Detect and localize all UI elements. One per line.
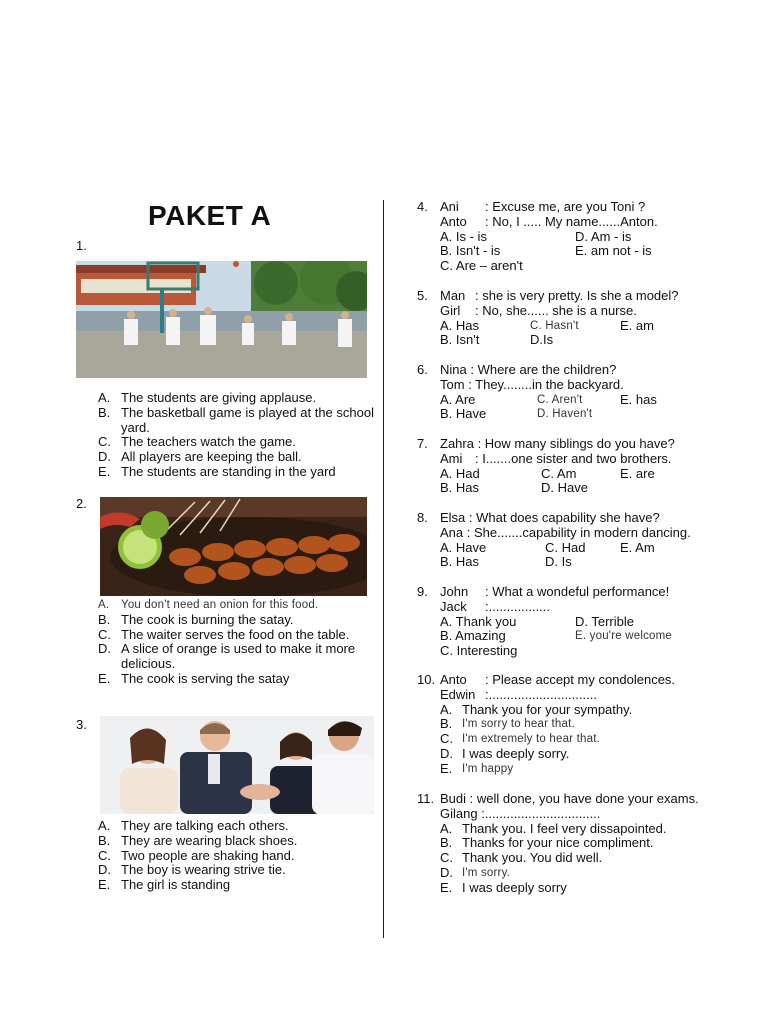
option-d[interactable]: D. The boy is wearing strive tie. <box>98 862 286 878</box>
option-a[interactable]: A. Thank you <box>440 613 517 629</box>
question-7: 7. Zahra : How many siblings do you have? Ami : I.......one sister and two brothers. A. Had C. Am E. are B. Has D. Have <box>417 436 675 496</box>
option-d[interactable]: D. All players are keeping the ball. <box>98 449 302 465</box>
option-d: D. <box>440 745 453 761</box>
option-e[interactable]: E. has <box>620 391 657 407</box>
option-e[interactable]: E. The students are standing in the yard <box>98 463 336 479</box>
option-b[interactable]: B. Isn't - is <box>440 243 501 259</box>
option-a: A. <box>440 701 453 717</box>
option-d[interactable]: D.Is <box>530 332 554 348</box>
option-b[interactable]: B. They are wearing black shoes. <box>98 832 298 848</box>
option-b: B. <box>440 716 453 732</box>
option-b: B. <box>440 835 453 851</box>
question-6: 6. Nina : Where are the children? Tom : They........in the backyard. A. Are C. Aren't E. has B. Have D. Haven't <box>417 362 657 422</box>
option-d[interactable]: D. Have <box>541 480 588 496</box>
option-a[interactable]: A. You don't need an onion for this food. <box>98 599 319 611</box>
question-2-number: 2. <box>76 496 87 511</box>
option-b[interactable]: B. Isn't <box>440 332 480 348</box>
option-d[interactable]: D. Terrible <box>575 613 635 629</box>
question-2-options <box>98 598 374 687</box>
option-b[interactable]: B. Have <box>440 406 487 422</box>
option-c[interactable]: C. Aren't <box>537 393 583 406</box>
option-b[interactable]: B. The basketball game is played at the school yard. <box>98 404 374 435</box>
option-a[interactable]: A. They are talking each others. <box>98 818 289 833</box>
option-d[interactable]: D. Is <box>545 554 572 570</box>
option-a[interactable]: A. Have <box>440 539 487 555</box>
question-1-options <box>98 391 374 480</box>
option-c[interactable]: C. Had <box>545 539 586 555</box>
option-b[interactable]: B. Has <box>440 480 480 496</box>
option-a[interactable]: A. Is - is <box>440 228 487 244</box>
option-b[interactable]: B. The cook is burning the satay. <box>98 611 294 627</box>
option-c[interactable]: C. Are – aren't <box>440 258 523 274</box>
option-c[interactable]: C. Interesting <box>440 643 518 659</box>
option-d[interactable]: D. A slice of orange is used to make it more delicious. <box>98 641 356 672</box>
option-c[interactable]: C. Hasn't <box>530 319 579 332</box>
option-c[interactable]: C. Two people are shaking hand. <box>98 847 295 863</box>
option-a[interactable]: A. Had <box>440 465 480 481</box>
option-e[interactable]: E. are <box>620 465 655 481</box>
option-e[interactable]: E. The cook is serving the satay <box>98 670 290 686</box>
option-b[interactable]: B. Has <box>440 554 480 570</box>
option-a: A. <box>440 820 453 836</box>
page-title: PAKET A <box>148 200 272 231</box>
option-a[interactable]: A. Has <box>440 317 480 333</box>
basketball-photo <box>76 261 367 378</box>
question-3-options <box>98 819 374 893</box>
handshake-photo <box>100 716 374 814</box>
question-5: 5. Man : she is very pretty. Is she a model? Girl : No, she...... she is a nurse. A. Has C. Hasn't E. am B. Isn't D.Is <box>417 288 679 348</box>
option-d: D. <box>440 864 453 880</box>
option-e[interactable]: E. am not - is <box>575 243 652 259</box>
option-c[interactable]: C. The teachers watch the game. <box>98 434 296 450</box>
question-9: 9. John : What a wondeful performance! Jack :................. A. Thank you D. Terrible B. Amazing E. you're welcome C. Interesting <box>417 584 672 659</box>
option-c[interactable]: C. Am <box>541 465 577 481</box>
option-c: C. <box>440 731 453 747</box>
question-3-number: 3. <box>76 717 87 732</box>
option-e[interactable]: E. The girl is standing <box>98 877 231 893</box>
question-4: 4. Ani : Excuse me, are you Toni ? Anto : No, I ..... My name......Anton. A. Is - is D. Am - is B. Isn't - is E. am not - is C. Are – aren't <box>417 199 658 274</box>
option-d[interactable]: D. Haven't <box>537 408 593 421</box>
satay-photo <box>100 497 367 596</box>
option-b[interactable]: B. Amazing <box>440 628 506 644</box>
option-e[interactable]: E. you're welcome <box>575 630 672 643</box>
question-11: 11. Budi : well done, you have done your exams. Gilang :................................ A. Thank you. I feel very dissapointed. B. Thanks for your nice compliment. C. Thank you. You did well. D. I'm sorry. E. I was deeply sorry <box>417 791 699 895</box>
option-e: E. <box>440 879 453 895</box>
option-c: C. <box>440 850 453 866</box>
option-c[interactable]: C. The waiter serves the food on the table. <box>98 626 350 642</box>
option-e[interactable]: E. am <box>620 317 654 333</box>
column-divider <box>383 200 384 938</box>
option-a[interactable]: A. The students are giving applause. <box>98 390 317 405</box>
question-1-number: 1. <box>76 238 87 253</box>
question-10: 10. Anto : Please accept my condolences. Edwin :.............................. A. Thank you for your sympathy. B. I'm sorry to hear that. C. I'm extremely to hear that. D. I was deeply sorry. E. I'm happy <box>417 672 676 776</box>
option-e: E. <box>440 760 453 776</box>
option-e[interactable]: E. Am <box>620 539 655 555</box>
option-d[interactable]: D. Am - is <box>575 228 632 244</box>
question-8: 8. Elsa : What does capability she have? Ana : She.......capability in modern dancing. A. Have C. Had E. Am B. Has D. Is <box>417 510 691 570</box>
option-a[interactable]: A. Are <box>440 391 476 407</box>
